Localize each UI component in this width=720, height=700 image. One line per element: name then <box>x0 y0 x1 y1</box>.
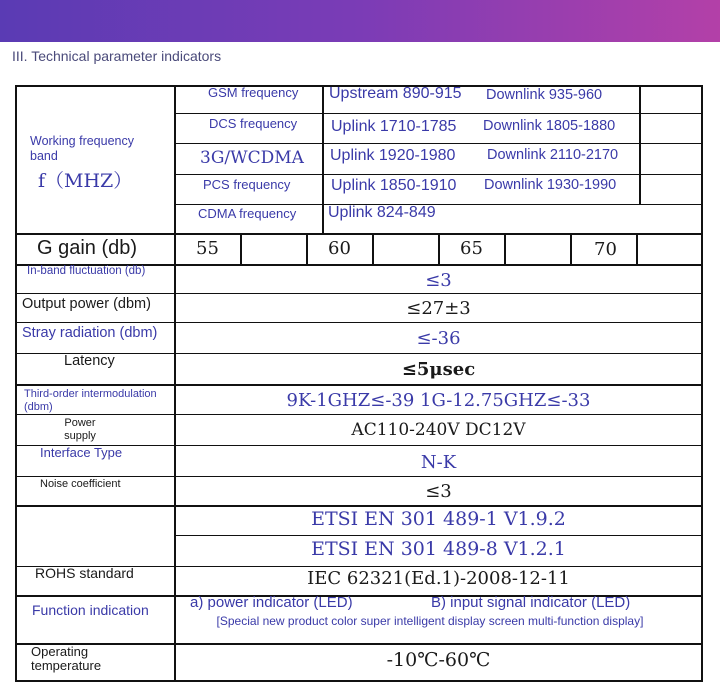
band-uplink-wcdma: Uplink 1920-1980 <box>330 147 456 164</box>
param-value: ≤3 <box>425 270 452 291</box>
table-border <box>15 505 703 507</box>
rohs-value: IEC 62321(Ed.1)-2008-12-11 <box>307 568 570 589</box>
band-uplink-pcs: Uplink 1850-1910 <box>331 177 457 194</box>
param-label: In-band fluctuation (db) <box>27 265 146 277</box>
band-downlink-gsm: Downlink 935-960 <box>486 87 603 103</box>
table-border <box>306 233 308 265</box>
band-name-wcdma: 3G/WCDMA <box>200 148 304 168</box>
function-power-led: a) power indicator (LED) <box>190 594 353 611</box>
table-border <box>15 414 703 415</box>
table-border <box>639 85 641 205</box>
table-border <box>570 233 572 265</box>
operating-label: Operating temperature <box>31 644 102 674</box>
table-border <box>174 204 703 205</box>
band-downlink-dcs: Downlink 1805-1880 <box>483 118 616 134</box>
param-value: AC110-240V DC12V <box>351 420 526 440</box>
function-input-led: B) input signal indicator (LED) <box>431 594 631 611</box>
param-label: Third-order intermodulation (dbm) <box>24 388 157 413</box>
param-label: Latency <box>64 353 115 369</box>
param-value: ≤-36 <box>416 328 461 349</box>
working-band-unit: f（MHZ） <box>38 170 133 192</box>
band-uplink-gsm: Upstream 890-915 <box>329 85 462 102</box>
band-downlink-pcs: Downlink 1930-1990 <box>484 177 617 193</box>
band-uplink-dcs: Uplink 1710-1785 <box>331 118 457 135</box>
param-value: ≤27±3 <box>406 298 471 319</box>
gain-value: 60 <box>328 238 351 259</box>
etsi-standard-8: ETSI EN 301 489-8 V1.2.1 <box>311 538 566 560</box>
function-label: Function indication <box>32 602 149 618</box>
table-border <box>174 113 703 114</box>
operating-value: -10℃-60℃ <box>386 649 491 671</box>
table-border <box>438 233 440 265</box>
gain-label: G gain (db) <box>37 237 138 259</box>
table-border <box>15 476 703 477</box>
table-border <box>174 535 703 536</box>
band-name-gsm: GSM frequency <box>208 85 299 100</box>
rohs-label: ROHS standard <box>35 565 134 581</box>
band-name-pcs: PCS frequency <box>203 177 291 192</box>
param-label: Stray radiation (dbm) <box>22 325 158 341</box>
band-name-dcs: DCS frequency <box>209 116 298 131</box>
band-downlink-wcdma: Downlink 2110-2170 <box>487 147 619 163</box>
param-value: N-K <box>420 452 457 473</box>
table-border <box>15 293 703 294</box>
gain-value: 55 <box>196 238 219 259</box>
table-border <box>636 233 638 265</box>
table-border <box>15 322 703 323</box>
etsi-standard-1: ETSI EN 301 489-1 V1.9.2 <box>311 508 566 530</box>
gain-value: 70 <box>594 239 617 260</box>
band-name-cdma: CDMA frequency <box>198 206 297 221</box>
param-label: Noise coefficient <box>40 478 121 490</box>
table-border <box>240 233 242 265</box>
param-label: Interface Type <box>40 445 123 460</box>
table-border <box>322 85 324 233</box>
param-value: ≤3 <box>425 481 452 502</box>
function-display-note: [Special new product color super intelligent display screen multi-function display] <box>216 614 644 628</box>
param-value: ≤5μsec <box>401 359 476 380</box>
working-band-label: Working frequency band <box>30 134 134 163</box>
param-label: Power supply <box>64 417 96 442</box>
table-border <box>174 174 703 175</box>
param-label: Output power (dbm) <box>22 296 151 312</box>
table-border <box>504 233 506 265</box>
table-border <box>372 233 374 265</box>
table-border <box>15 680 703 682</box>
band-uplink-cdma: Uplink 824-849 <box>328 204 436 221</box>
table-border <box>174 143 703 144</box>
section-title: III. Technical parameter indicators <box>12 48 222 64</box>
param-value: 9K-1GHZ≤-39 1G-12.75GHZ≤-33 <box>286 390 591 411</box>
table-border <box>15 353 703 354</box>
table-border <box>15 384 703 386</box>
gain-value: 65 <box>460 238 483 259</box>
table-border <box>15 233 703 235</box>
